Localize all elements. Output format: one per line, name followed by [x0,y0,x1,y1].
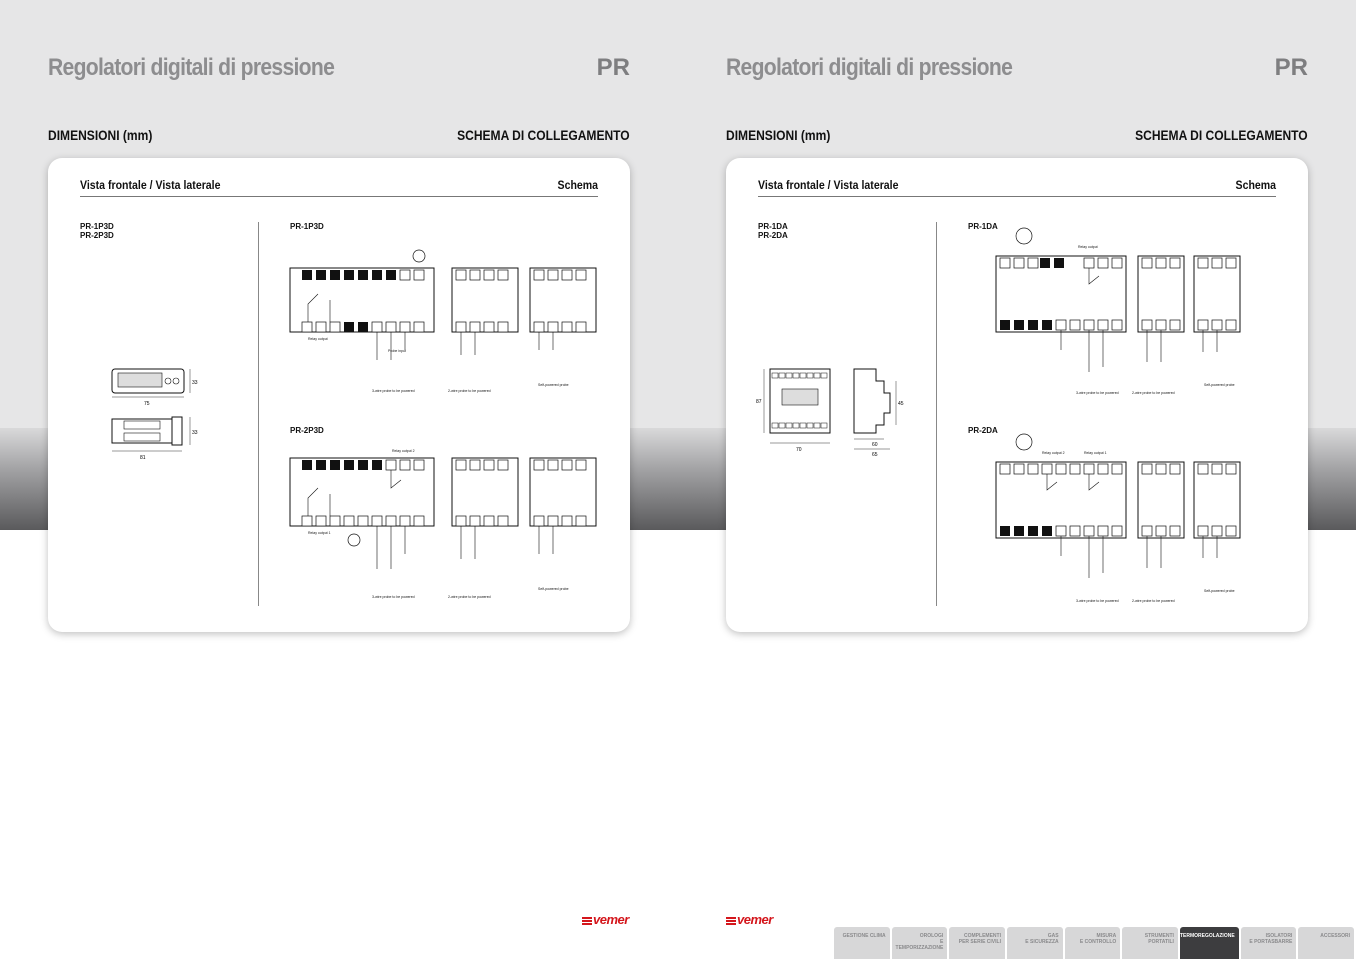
dimension-drawing [104,363,208,463]
dim-width-side: 81 [140,455,146,461]
product-code: PR [596,54,630,81]
column-divider-right [936,222,937,606]
wire2-text: 2-wire probe to be powered [448,389,491,393]
nav-tab-5[interactable]: STRUMENTI PORTATILI [1122,927,1178,959]
section-wiring: SCHEMA DI COLLEGAMENTO [457,127,630,143]
relay-output-1-text-right: Relay output 1 [1084,451,1107,455]
relay-output-text-right: Relay output [1078,245,1098,249]
self-powered-text-2: Self-powered probe [538,587,569,591]
diagram-label-1-right: PR-1DA [968,222,998,231]
wire2-text-right: 2-wire probe to be powered [1132,391,1175,395]
relay-output-text: Relay output [308,337,328,341]
nav-tab-1[interactable]: OROLOGI E TEMPORIZZAZIONE [892,927,948,959]
dim-depth-1-right: 60 [872,442,878,448]
nav-tab-0[interactable]: GESTIONE CLIMA [834,927,890,959]
probe-input-text: Probe input [388,349,406,353]
relay-output-2-text: Relay output 2 [392,449,415,453]
diagram-card-right [726,158,1308,632]
nav-tab-2[interactable]: COMPLEMENTI PER SERIE CIVILI [949,927,1005,959]
wiring-schema-2-right [966,428,1282,608]
dim-height-front-right: 87 [756,399,762,405]
wiring-schema-2 [288,444,604,604]
diagram-label-2: PR-2P3D [290,426,324,435]
nav-tab-8[interactable]: ACCESSORI [1298,927,1354,959]
self-powered-text-right-2: Self-powered probe [1204,589,1235,593]
card-heading-views: Vista frontale / Vista laterale [80,178,221,192]
wiring-schema-1-right [966,222,1282,402]
wire2-text-2: 2-wire probe to be powered [448,595,491,599]
wiring-schema-1 [288,240,604,400]
dim-height-side: 33 [192,430,198,436]
card-heading-schema: Schema [557,178,598,192]
wire2-text-right-2: 2-wire probe to be powered [1132,599,1175,603]
dim-height-side-right: 45 [898,401,904,407]
section-dimensions-right: DIMENSIONI (mm) [726,127,831,143]
relay-output-1-text: Relay output 1 [308,531,331,535]
wire3-text-right-2: 3-wire probe to be powered [1076,599,1119,603]
column-divider [258,222,259,606]
model-list-right: PR-1DA PR-2DA [758,222,788,240]
vemer-logo: vemer [582,912,629,927]
dim-width-front: 75 [144,401,150,407]
section-dimensions: DIMENSIONI (mm) [48,127,153,143]
page-title-right: Regolatori digitali di pressione [726,54,1013,81]
dim-depth-2-right: 65 [872,452,878,458]
nav-tab-3[interactable]: GAS E SICUREZZA [1007,927,1063,959]
wire3-text: 3-wire probe to be powered [372,389,415,393]
nav-tab-4[interactable]: MISURA E CONTROLLO [1065,927,1121,959]
dim-height-front: 33 [192,380,198,386]
self-powered-text: Self-powered probe [538,383,569,387]
diagram-label-2-right: PR-2DA [968,426,998,435]
card-heading-schema-right: Schema [1235,178,1276,192]
section-nav [834,927,1356,959]
self-powered-text-right: Self-powered probe [1204,383,1235,387]
diagram-label-1: PR-1P3D [290,222,324,231]
section-wiring-right: SCHEMA DI COLLEGAMENTO [1135,127,1308,143]
vemer-logo-right: vemer [726,912,773,927]
card-divider [80,196,598,197]
card-divider-right [758,196,1276,197]
right-page [678,0,1356,959]
page-title: Regolatori digitali di pressione [48,54,335,81]
dimension-drawing-right [756,363,926,463]
wire3-text-2: 3-wire probe to be powered [372,595,415,599]
model-list: PR-1P3D PR-2P3D [80,222,114,240]
diagram-card [48,158,630,632]
nav-tab-7[interactable]: ISOLATORI E PORTASBARRE [1241,927,1297,959]
relay-output-2-text-right: Relay output 2 [1042,451,1065,455]
product-code-right: PR [1274,54,1308,81]
dim-width-front-right: 70 [796,447,802,453]
card-heading-views-right: Vista frontale / Vista laterale [758,178,899,192]
wire3-text-right: 3-wire probe to be powered [1076,391,1119,395]
nav-tab-6[interactable]: TERMOREGOLAZIONE [1180,927,1239,959]
